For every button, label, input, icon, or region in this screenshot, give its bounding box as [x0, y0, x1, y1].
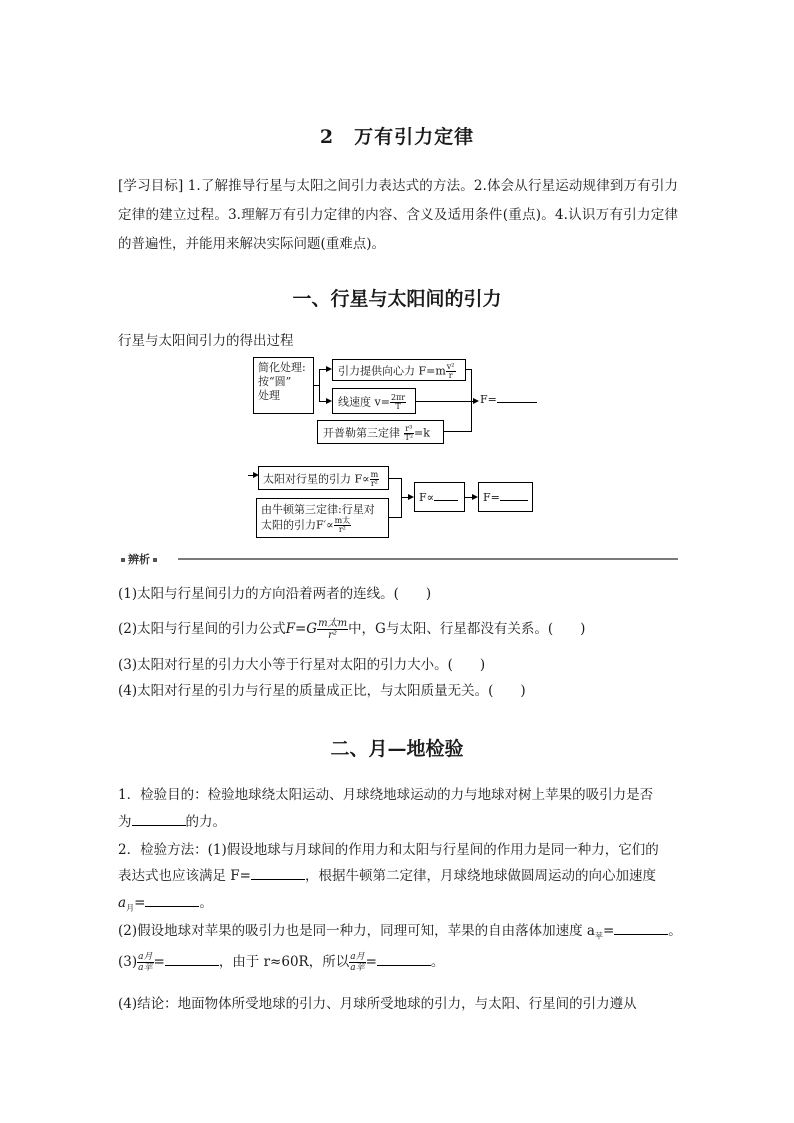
objectives-text: 1.了解推导行星与太阳之间引力表达式的方法。2.体会从行星运动规律到万有引力定律的建立过程。3.理解万有引力定律的内容、含义及适用条件(重点)。4.认识万有引力定律的普遍性，并能用来解决实际问题(重难点)。 — [118, 178, 678, 252]
velocity-fraction: $\frac{2\pi r}{T}$ — [390, 393, 406, 411]
result1-text: F= — [480, 393, 537, 406]
bianxi-item-2: (2)太阳与行星间的引力公式F=G $\frac{\text{m太m}}{\text{r²}}$ 中，G与太阳、行星都没有关系。( ) — [118, 618, 586, 641]
s2-p1-line1: 1．检验目的：检验地球绕太阳运动、月球绕地球运动的力与地球对树上苹果的吸引力是否 — [118, 787, 654, 803]
section1-subtitle: 行星与太阳间引力的得出过程 — [118, 333, 294, 349]
bianxi-divider — [118, 551, 678, 565]
sun-on-planet-box — [258, 466, 389, 490]
centripetal-box — [332, 359, 466, 381]
item2-fraction: $\frac{\text{m太m}}{\text{r²}}$ — [318, 618, 348, 641]
s2-p2-line2: 表达式也应该满足 F= ，根据牛顿第二定律，月球绕地球做圆周运动的向心加速度 — [118, 868, 656, 884]
section2-heading: 二、月—地检验 — [330, 738, 464, 760]
newton3-line-1: 由牛顿第三定律:行星对 — [261, 503, 375, 516]
simplify-line-2: 按“圆” — [258, 375, 292, 388]
bianxi-item-4: (4)太阳对行星的引力与行星的质量成正比，与太阳质量无关。( ) — [118, 683, 526, 699]
result2-box: F= — [478, 482, 533, 512]
simplify-line-3: 处理 — [258, 389, 280, 402]
centripetal-fraction: $\frac{\text{v²}}{r}$ — [446, 362, 455, 380]
learning-objectives — [118, 172, 678, 259]
kepler-text: 开普勒第三定律 — [323, 426, 400, 440]
proportional-box: F∝ — [414, 482, 465, 512]
s2-p2-line3: $a_月=$ 。 — [118, 895, 213, 913]
kepler-box: 开普勒第三定律 $\frac{\text{r³}}{\text{T²}}$ =k — [317, 420, 444, 444]
bianxi-item-1: (1)太阳与行星间引力的方向沿着两者的连线。( ) — [118, 586, 432, 602]
s2-p5: (4)结论：地面物体所受地球的引力、月球所受地球的引力，与太阳、行星间的引力遵从 — [118, 996, 637, 1012]
ratio-fraction-2: $\frac{\text{a月}}{\text{a苹}}$ — [350, 952, 365, 973]
kepler-fraction: $\frac{\text{r³}}{\text{T²}}$ — [404, 424, 414, 442]
section1-heading: 一、行星与太阳间的引力 — [292, 288, 502, 310]
newton3-fraction: $\frac{\text{m太}}{\text{r²}}$ — [334, 516, 351, 534]
simplify-line-1: 简化处理: — [258, 361, 306, 374]
sun-on-planet-fraction: $\frac{m}{\text{r²}}$ — [370, 470, 379, 488]
bianxi-label: 辨析 — [118, 551, 160, 567]
velocity-box — [332, 388, 416, 414]
s2-p2-line1: 2．检验方法：(1)假设地球与月球间的作用力和太阳与行星间的作用力是同一种力，它们的 — [118, 842, 659, 858]
page-title: 2 万有引力定律 — [319, 126, 475, 148]
sun-on-planet-text: 太阳对行星的引力 F∝ — [263, 472, 370, 486]
centripetal-text: 引力提供向心力 F=m — [338, 364, 446, 378]
newton3-box — [256, 498, 389, 538]
s2-p3: (2)假设地球对苹果的吸引力也是同一种力，同理可知，苹果的自由落体加速度 $a_苹=$ 。 — [118, 923, 682, 941]
ratio-fraction-1: $\frac{\text{a月}}{\text{a苹}}$ — [138, 952, 153, 973]
objectives-label: [学习目标] — [118, 178, 184, 194]
bianxi-item-3: (3)太阳对行星的引力大小等于行星对太阳的引力大小。( ) — [118, 657, 486, 673]
simplify-box — [253, 357, 314, 414]
s2-p4: (3) $\frac{\text{a月}}{\text{a苹}}$ = ，由于 r≈60R，所以 $\frac{\text{a月}}{\text{a苹}}$ = 。 — [118, 952, 445, 973]
s2-p1-line2: 为 的力。 — [118, 814, 226, 830]
newton3-line-2: 太阳的引力F′∝ — [261, 518, 334, 532]
velocity-text: 线速度 v= — [338, 395, 390, 409]
